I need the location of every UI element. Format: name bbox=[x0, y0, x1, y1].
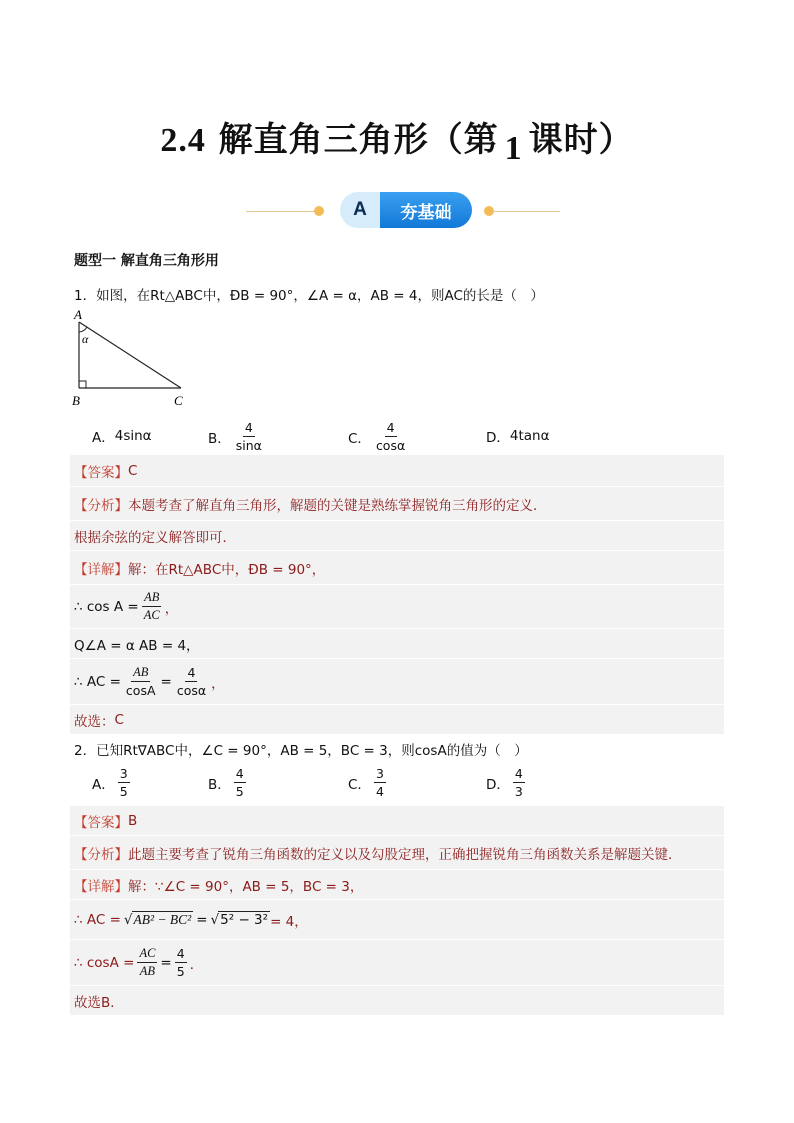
divider-right bbox=[492, 211, 560, 212]
triangle-figure bbox=[70, 306, 194, 408]
option-b: B． $\frac{4}{\sin\alpha}$ bbox=[208, 420, 262, 453]
dot-left bbox=[314, 206, 324, 216]
answer-row: 【答案】 C bbox=[70, 455, 724, 487]
question-2-solution bbox=[70, 806, 724, 1016]
option-a: A． 4sinα bbox=[92, 428, 152, 446]
angle-alpha-label: α bbox=[82, 332, 89, 346]
answer-row: 【答案】 B bbox=[70, 806, 724, 836]
option-b: B． $\frac{4}{5}$ bbox=[208, 766, 244, 799]
option-c: C． $\frac{3}{4}$ bbox=[348, 766, 384, 799]
step-1: ∴ AC = √ AB² − BC² = √ 5² − 3² = 4， bbox=[70, 900, 724, 940]
vertex-c-label: C bbox=[174, 393, 183, 408]
question-1-stem: 1．如图，在Rt△ABC中，ÐB = 90°，∠A = α，AB = 4，则AC的长是（ ） bbox=[74, 288, 544, 304]
final-row: 故选： C bbox=[70, 705, 724, 735]
divider-left bbox=[246, 211, 316, 212]
vertex-b-label: B bbox=[72, 393, 80, 408]
analysis-row-2: 根据余弦的定义解答即可． bbox=[70, 521, 724, 551]
option-a: A． $\frac{3}{5}$ bbox=[92, 766, 128, 799]
option-d: D． 4tanα bbox=[486, 428, 550, 446]
option-d: D． $\frac{4}{3}$ bbox=[486, 766, 523, 799]
question-1-solution bbox=[70, 455, 724, 735]
section-banner bbox=[246, 192, 560, 230]
step-1: ∴ cos A = $\frac{AB}{AC}$ ， bbox=[70, 585, 724, 629]
vertex-a-label: A bbox=[74, 307, 82, 322]
analysis-row: 【分析】 此题主要考查了锐角三角函数的定义以及勾股定理，正确把握锐角三角函数关系是解题关键． bbox=[70, 836, 724, 870]
detail-row: 【详解】 解：∵∠C = 90°，AB = 5，BC = 3， bbox=[70, 870, 724, 900]
question-2-stem: 2．已知Rt∇ABC中，∠C = 90°，AB = 5，BC = 3，则cosA的值为（ ） bbox=[74, 743, 528, 759]
option-c: C． $\frac{4}{\cos\alpha}$ bbox=[348, 420, 406, 453]
page-title: 2.4 解直角三角形（第 1 课时） bbox=[160, 120, 634, 167]
detail-row: 【详解】 解：在Rt△ABC中，ÐB = 90°， bbox=[70, 551, 724, 585]
final-row: 故选B． bbox=[70, 986, 724, 1016]
section-heading: 题型一 解直角三角形用 bbox=[74, 253, 219, 269]
analysis-row: 【分析】 本题考查了解直角三角形，解题的关键是熟练掌握锐角三角形的定义． bbox=[70, 487, 724, 521]
step-3: ∴ AC = $\frac{AB}{\cos A}$ = $\frac{4}{\cos\alpha}$ ， bbox=[70, 659, 724, 705]
step-2: ∴ cosA = $\frac{AC}{AB}$ = $\frac{4}{5}$ ． bbox=[70, 940, 724, 986]
level-badge: A 夯基础 bbox=[340, 192, 472, 228]
step-2: Q∠A = α AB = 4， bbox=[70, 629, 724, 659]
